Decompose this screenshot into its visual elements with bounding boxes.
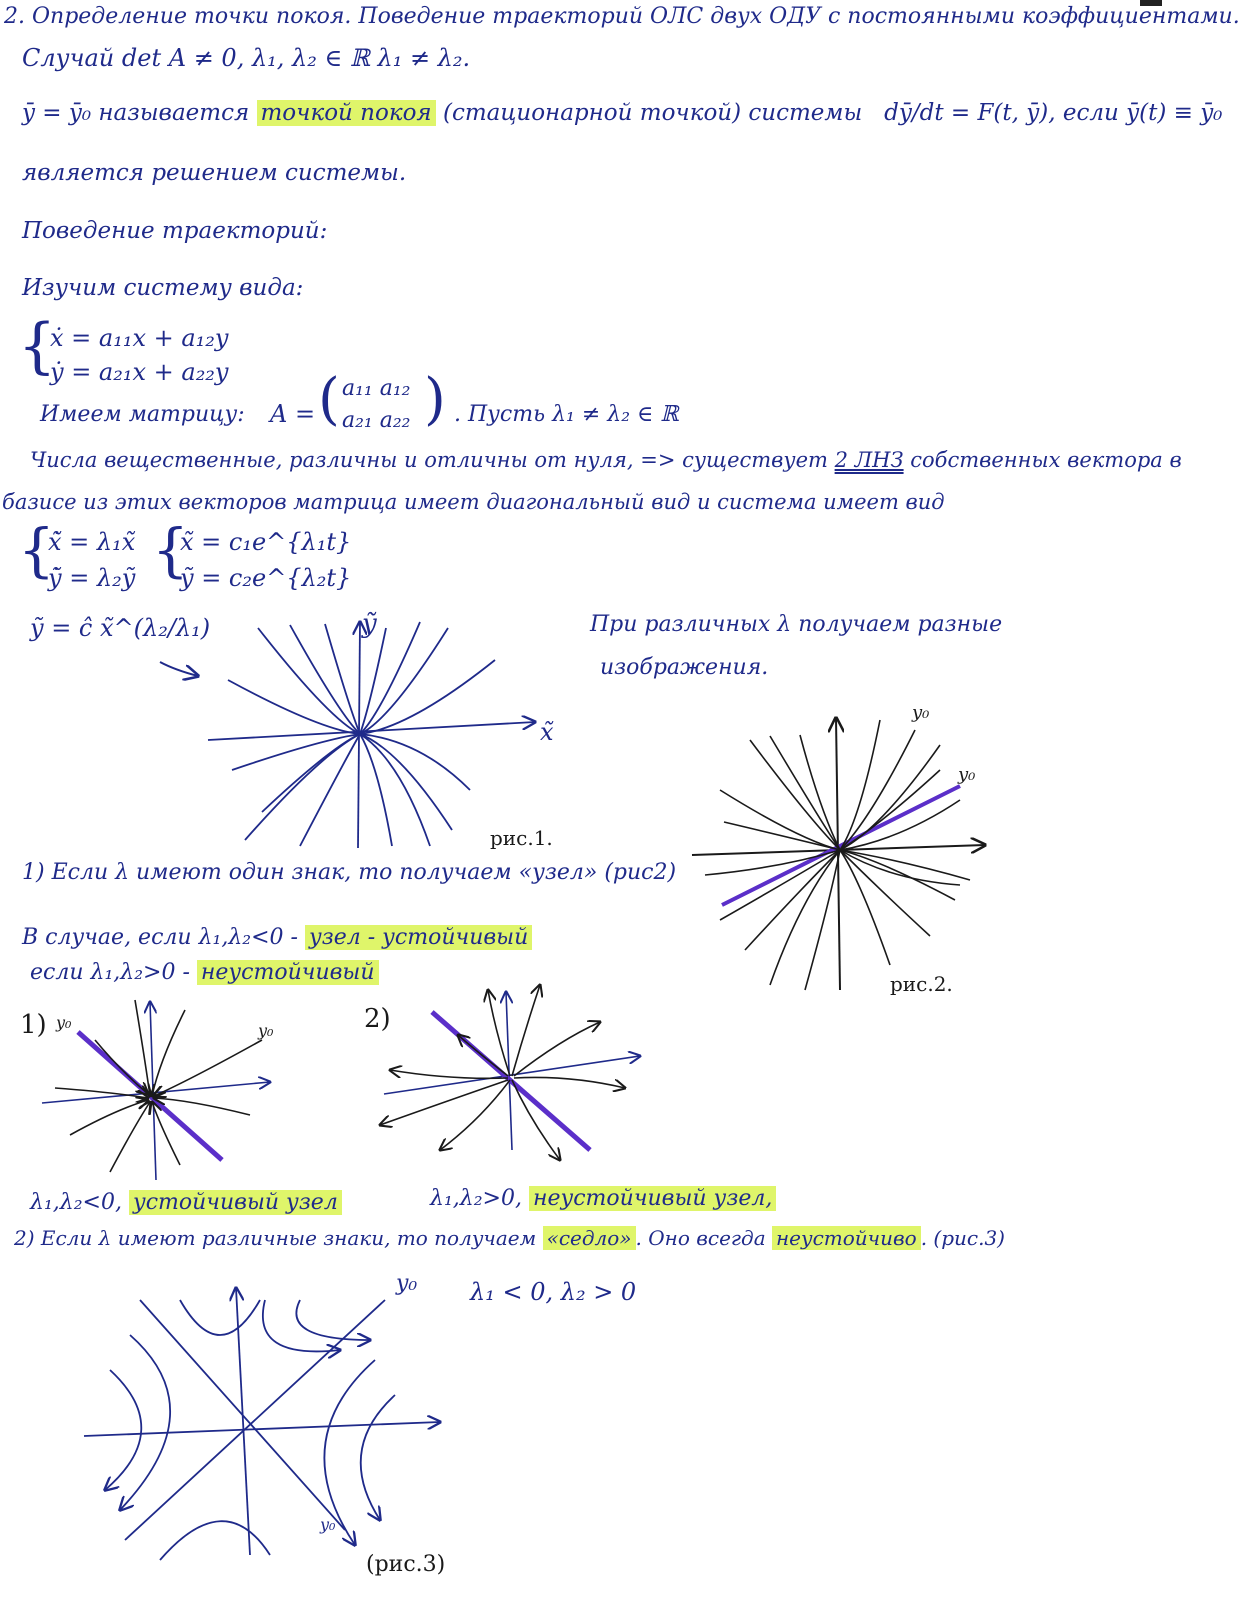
fig2-curve <box>770 736 930 936</box>
node2-trajectory <box>512 985 540 1076</box>
fig1-curve <box>228 660 495 734</box>
rule2-unstable-highlight: неустойчиво <box>772 1226 921 1250</box>
fig1-curve <box>290 622 420 734</box>
diag-brace-1: { <box>18 516 55 584</box>
saddle-curve <box>180 1300 260 1335</box>
node1-vector-label-1: y₀ <box>56 1013 72 1032</box>
definition-line2: является решением системы. <box>22 160 407 186</box>
fig2-caption: рис.2. <box>890 972 953 996</box>
pointer-arrow <box>160 662 198 676</box>
numbers-part1: Числа вещественные, различны и отличны от нуля, => существует <box>30 448 828 472</box>
def-highlight: точкой покоя <box>257 100 436 126</box>
rule2-part1: 2) Если λ имеют различные знаки, то получаем <box>14 1226 537 1250</box>
fig1-curve <box>300 734 392 846</box>
figure-1 <box>208 622 535 848</box>
page-title: 2. Определение точки покоя. Поведение траекторий ОЛС двух ОДУ с постоянными коэффициентами. <box>4 4 1240 29</box>
fig1-curve <box>245 734 430 846</box>
behavior-heading: Поведение траекторий: <box>22 218 328 244</box>
fig2-eigen-line <box>722 786 960 905</box>
diag-sol2: ỹ = c₂e^{λ₂t} <box>180 564 352 592</box>
diag-eq1: x̃̇ = λ₁x̃ <box>48 528 136 556</box>
numbers-part2: собственных вектора в <box>910 448 1182 472</box>
node2-trajectory <box>390 1070 508 1078</box>
numbers-lnz: 2 ЛНЗ <box>834 448 904 472</box>
def-part2: (стационарной точкой) системы <box>442 100 863 126</box>
fig2-curve <box>805 850 840 990</box>
matrix-row2: a₂₁ a₂₂ <box>342 408 411 433</box>
fig1-curve <box>262 734 452 830</box>
saddle-condition: λ₁ < 0, λ₂ > 0 <box>470 1278 637 1306</box>
system-eq1: ẋ = a₁₁x + a₁₂y <box>50 324 229 352</box>
system-eq2: ẏ = a₂₁x + a₂₂y <box>50 358 229 386</box>
matrix-suffix: . Пусть λ₁ ≠ λ₂ ∈ ℝ <box>454 402 679 427</box>
figure-node-unstable <box>380 985 640 1160</box>
side-note-line1: При различных λ получаем разные <box>590 612 1003 637</box>
fig2-curve <box>720 790 970 880</box>
study-heading: Изучим систему вида: <box>22 275 304 301</box>
node1-caption-prefix: λ₁,λ₂<0, <box>30 1190 122 1215</box>
node1-trajectory <box>55 1088 148 1098</box>
rule1-unstable-prefix: если λ₁,λ₂>0 - <box>30 960 190 985</box>
figure-2 <box>692 718 985 990</box>
rule2-saddle-highlight: «седло» <box>543 1226 636 1250</box>
matrix-paren-right: ) <box>424 367 446 432</box>
def-part1: ȳ = ȳ₀ называется <box>22 100 250 126</box>
node2-trajectory <box>514 1077 625 1088</box>
figure-node-stable <box>42 1000 270 1180</box>
node2-trajectory <box>380 1080 508 1125</box>
diag-eq2: ỹ̇ = λ₂ỹ <box>48 564 136 592</box>
node1-caption-highlight: устойчивый узел <box>129 1190 342 1215</box>
rule1-stable-highlight: узел - устойчивый <box>305 925 532 950</box>
matrix-row1: a₁₁ a₁₂ <box>342 376 411 401</box>
fig1-caption: рис.1. <box>490 826 553 850</box>
fig2-vector-label-2: y₀ <box>958 764 976 785</box>
fig1-y-label: ỹ <box>362 609 377 639</box>
basis-line: базисе из этих векторов матрица имеет диагональный вид и система имеет вид <box>2 490 945 514</box>
node2-caption-highlight: неустойчивый узел, <box>529 1186 776 1211</box>
saddle-curve <box>105 1370 141 1490</box>
rule2-part2: . Оно всегда <box>635 1226 766 1250</box>
node-label-1: 1) <box>20 1010 47 1040</box>
fig3-caption: (рис.3) <box>366 1552 446 1577</box>
saddle-vector-label-1: y₀ <box>396 1271 418 1296</box>
node2-trajectory <box>458 1035 508 1076</box>
node1-trajectory <box>70 1100 148 1135</box>
saddle-x-axis <box>84 1422 440 1436</box>
node2-trajectory <box>440 1080 510 1150</box>
matrix-paren-left: ( <box>318 367 340 432</box>
node-label-2: 2) <box>364 1004 391 1034</box>
node1-vector-label-2: y₀ <box>258 1021 274 1040</box>
rule1-unstable-highlight: неустойчивый <box>197 960 379 985</box>
side-note-line2: изображения. <box>600 655 769 680</box>
rule1-stable-prefix: В случае, если λ₁,λ₂<0 - <box>22 925 298 950</box>
def-formula: dȳ/dt = F(t, ȳ), если ȳ(t) ≡ ȳ₀ <box>884 100 1223 126</box>
case-line: Случай det A ≠ 0, λ₁, λ₂ ∈ ℝ λ₁ ≠ λ₂. <box>22 44 471 72</box>
fig1-curve <box>258 628 448 734</box>
matrix-a-label: A = <box>270 400 316 428</box>
figure-saddle <box>84 1288 440 1560</box>
saddle-curve <box>160 1521 270 1560</box>
rule2-part3: . (рис.3) <box>920 1226 1005 1250</box>
saddle-vector-label-2: y₀ <box>320 1515 336 1534</box>
saddle-curve <box>120 1335 170 1510</box>
fig1-x-label: x̃ <box>540 718 554 746</box>
saddle-curve <box>296 1300 370 1340</box>
fig1-curve <box>325 624 386 734</box>
node2-caption-prefix: λ₁,λ₂>0, <box>430 1186 522 1211</box>
diag-sol1: x̃ = c₁e^{λ₁t} <box>180 528 352 556</box>
diag-brace-2: { <box>152 516 189 584</box>
diag-trajectory: ỹ = ĉ x̃^(λ₂/λ₁) <box>30 614 211 642</box>
rule1-text: 1) Если λ имеют один знак, то получаем «узел» (рис2) <box>22 860 677 885</box>
system-brace: { <box>18 311 57 381</box>
fig2-vector-label-1: y₀ <box>912 702 930 723</box>
saddle-separatrix-2 <box>125 1300 385 1540</box>
matrix-prefix: Имеем матрицу: <box>40 402 245 427</box>
saddle-curve <box>361 1395 395 1520</box>
fig1-curve <box>232 734 470 790</box>
